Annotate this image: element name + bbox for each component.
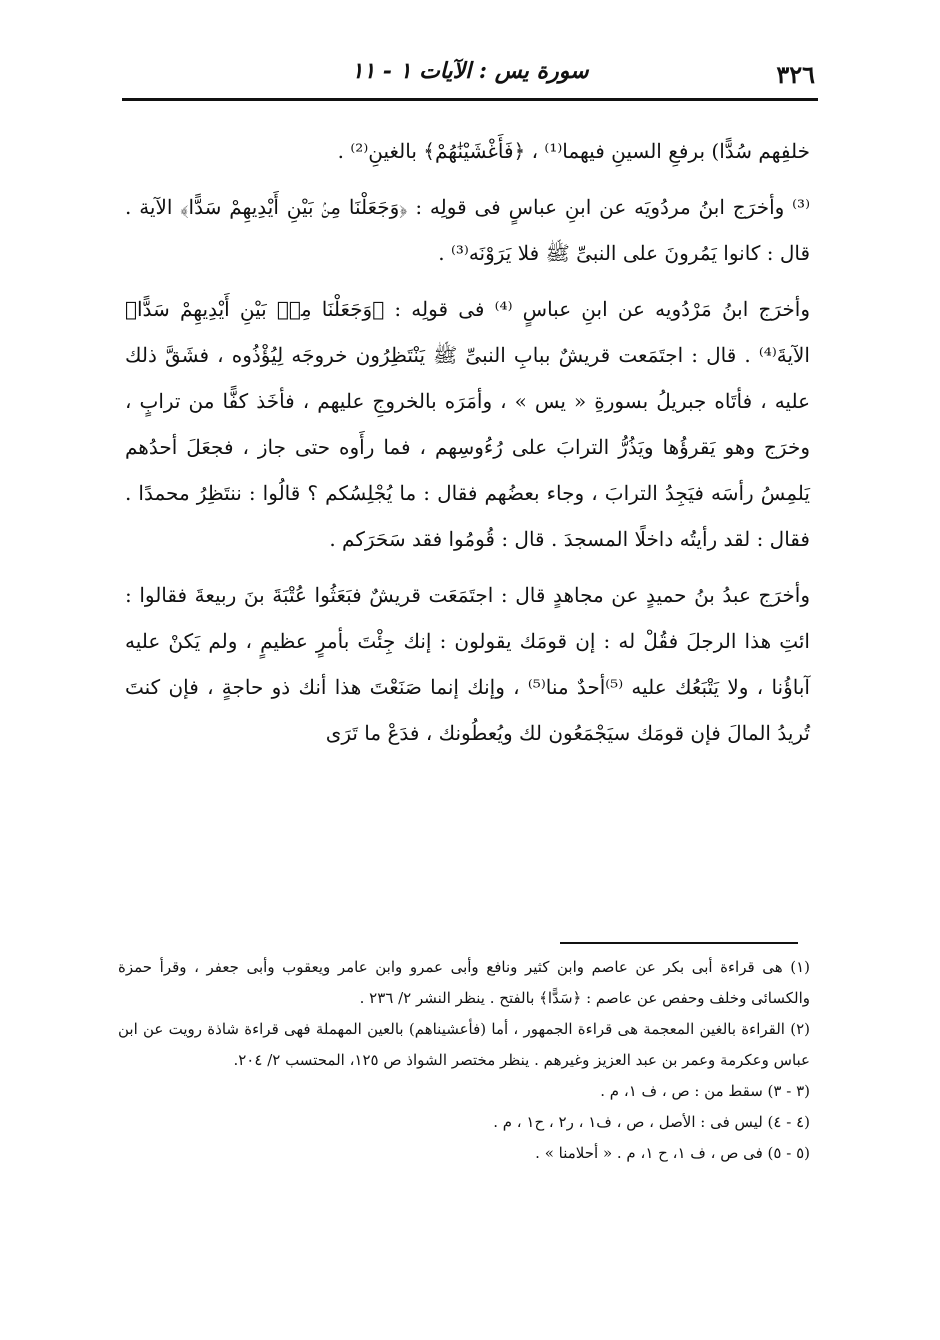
footnote: (١) هى قراءة أبى بكر عن عاصم وابن كثير ونافع وأبى عمرو وابن عامر ويعقوب وأبى جعفر ، وقرأ حمزة والكسائى وخلف وحفص عن عاصم : ﴿سَدًّا﴾ بالفتح . ينظر النشر ٢/ ٢٣٦ . (118, 958, 811, 1007)
paragraph: وأخرَج عبدُ بنُ حميدٍ عن مجاهدٍ قال : اجتَمَعَت قريشٌ فبَعَثُوا عُتْبَةَ بنَ ربيعةَ فقالوا : ائتِ هذا الرجلَ فقُلْ له : إن قومَك يقولون : إنك جِئْتَ بأمرٍ عظيمٍ ، ولم يَكنْ عليه آباؤُنا ، ولا يَتْبَعُك عليه ⁽⁵⁾أحدٌ منا⁽⁵⁾ ، وإنك إنما صَنَعْتَ هذا أنك ذو حاجةٍ ، فإن كنتَ تُريدُ المالَ فإن قومَك سيَجْمَعُون لك ويُعطُونك ، فدَعْ ما تَرَى (125, 583, 810, 745)
footnote-rule (560, 942, 798, 944)
footnote: (٤ - ٤) ليس فى : الأصل ، ص ، ف١ ، ر٢ ، ح١ ، م . (493, 1113, 810, 1131)
footnotes (118, 952, 810, 1169)
header-rule (122, 98, 818, 101)
paragraph: ⁽³⁾ وأخرَج ابنُ مردُويَه عن ابنِ عباسٍ فى قولِه : ﴿وَجَعَلْنَا مِنۢ بَيْنِ أَيْدِيهِمْ سَدًّا﴾ الآية . قال : كانوا يَمُرونَ على النبىِّ ﷺ فلا يَرَوْنَه⁽³⁾ . (125, 195, 810, 265)
paragraph: خلفِهم سُدًّا) برفعِ السينِ فيهما⁽¹⁾ ، ﴿فَأَغْشَيْنَٰهُمْ﴾ بالغينِ⁽²⁾ . (337, 139, 810, 163)
main-text (125, 128, 810, 766)
page-number: ٣٢٦ (776, 60, 815, 89)
footnote: (٣ - ٣) سقط من : ص ، ف ١، م . (600, 1082, 810, 1100)
running-header-title: سورة يس : الآيات ١ - ١١ (351, 58, 589, 84)
footnote: (٥ - ٥) فى ص ، ف ١، ح ١، م . « أحلامنا » . (535, 1144, 810, 1162)
footnote: (٢) القراءة بالغين المعجمة هى قراءة الجمهور ، أما (فأعشيناهم) بالعين المهملة فهى قراءة شاذة رويت عن ابن عباس وعكرمة وعمر بن عبد العزيز وغيرهم . ينظر مختصر الشواذ ص ١٢٥، المحتسب ٢/ ٢٠٤. (118, 1020, 810, 1069)
paragraph: وأخرَج ابنُ مَرْدُويه عن ابنِ عباسٍ ⁽⁴⁾ فى قولِه : ﴿وَجَعَلْنَا مِنۢ بَيْنِ أَيْدِيهِمْ سَدًّا﴾ الآيةَ⁽⁴⁾ . قال : اجتَمَعت قريشٌ ببابِ النبىِّ ﷺ يَنْتَظِرُون خروجَه لِيُؤْذُوه ، فشَقَّ ذلك عليه ، فأتَاه جبريلُ بسورةِ « يس » ، وأمَرَه بالخروجِ عليهم ، فأخَذ كفًّا من ترابٍ ، وخرَج وهو يَقرؤُها ويَذُرُّ الترابَ على رُءُوسِهم ، فما رأَوه حتى جاز ، فجعَلَ أحدُهم يَلمِسُ رأسَه فيَجِدُ الترابَ ، وجاء بعضُهم فقال : ما يُجْلِسُكم ؟ قالُوا : ننتَظِرُ محمدًا . فقال : لقد رأيتُه داخلًا المسجدَ . قال : قُومُوا فقد سَحَرَكم . (125, 297, 811, 551)
